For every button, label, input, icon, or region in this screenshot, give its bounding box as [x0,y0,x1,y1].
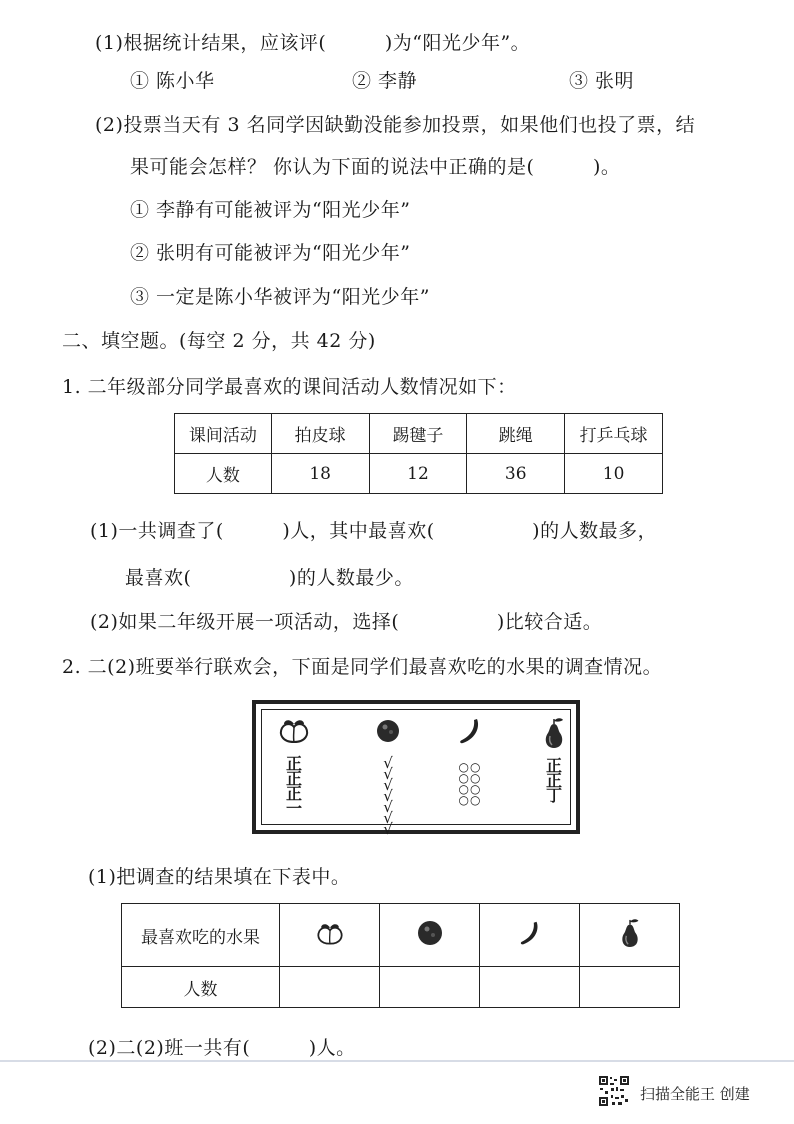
activity-header-jump-rope: 跳绳 [467,414,565,454]
banana-icon [516,918,544,948]
tally-mark: 正 [285,769,302,788]
activity-count-ping-pong: 10 [565,454,663,494]
pear-icon [539,716,569,750]
activity-header-label: 课间活动 [175,414,272,454]
q1-option-1: ① 陈小华 [130,70,215,92]
tally-column-peach [264,716,324,816]
qr-code-icon [598,1075,630,1107]
tally-mark: 正 [545,756,562,775]
q1-choice-2: ② 张明有可能被评为“阳光少年” [130,242,411,264]
tally-mark: 一 [285,799,302,818]
fruit-table-peach-cell [280,904,380,967]
tally-ticks: √√√√√√√ [383,754,393,838]
fruit-table-grape-cell [380,904,480,967]
activity-header-ping-pong: 打乒乓球 [565,414,663,454]
fruit-table-count-peach[interactable] [280,967,380,1008]
peach-icon [276,716,312,744]
activity-count-label: 人数 [175,454,272,494]
p2-sub1: (1)把调查的结果填在下表中。 [88,866,351,888]
p1-sub1-line1: (1)一共调查了( )人，其中最喜欢( )的人数最多， [90,520,658,542]
tally-mark: 丁 [545,786,562,805]
tally-circles: ○○ [458,793,482,807]
p1-sub2: (2)如果二年级开展一项活动，选择( )比较合适。 [90,611,603,633]
q1-sub2-line2: 果可能会怎样？ 你认为下面的说法中正确的是( )。 [130,156,621,178]
activity-count-shuttlecock: 12 [369,454,467,494]
p2-stem: 2. 二(2)班要举行联欢会，下面是同学们最喜欢吃的水果的调查情况。 [62,656,663,678]
p1-stem: 1. 二年级部分同学最喜欢的课间活动人数情况如下： [62,376,517,398]
q1-option-2: ② 李静 [352,70,418,92]
q1-choice-1: ① 李静有可能被评为“阳光少年” [130,199,411,221]
footer-brand-text: 扫描全能王 创建 [640,1085,750,1103]
fruit-table [121,903,680,1008]
activity-table [174,413,663,494]
q1-sub1: (1)根据统计结果，应该评( )为“阳光少年”。 [95,32,531,54]
tally-column-grape [358,716,418,838]
peach-icon [314,920,346,946]
fruit-table-pear-cell [580,904,680,967]
tally-circles: ○○ [458,771,482,785]
fruit-table-count-banana[interactable] [480,967,580,1008]
tally-mark: 正 [545,771,562,790]
grape-icon [416,919,444,947]
q1-choice-3: ③ 一定是陈小华被评为“阳光少年” [130,286,430,308]
banana-icon [455,716,485,746]
q1-sub2-line1: (2)投票当天有 3 名同学因缺勤没能参加投票，如果他们也投了票，结 [95,114,696,136]
tally-mark: 正 [285,784,302,803]
fruit-table-count-grape[interactable] [380,967,480,1008]
fruit-table-banana-cell [480,904,580,967]
section2-title: 二、填空题。(每空 2 分，共 42 分) [62,330,376,352]
tally-circles: ○○ [458,782,482,796]
fruit-table-count-label: 人数 [122,967,280,1008]
p2-sub2: (2)二(2)班一共有( )人。 [88,1037,356,1059]
footer-divider [0,1060,794,1062]
activity-header-shuttlecock: 踢毽子 [369,414,467,454]
p1-sub1-line2: 最喜欢( )的人数最少。 [125,567,414,589]
tally-mark: 正 [285,754,302,773]
tally-column-pear [524,716,584,803]
activity-count-jump-rope: 36 [467,454,565,494]
tally-board [252,700,580,838]
activity-header-pat-ball: 拍皮球 [271,414,369,454]
pear-icon [616,917,644,949]
activity-count-pat-ball: 18 [271,454,369,494]
tally-circles: ○○ [458,760,482,774]
grape-icon [374,716,402,744]
q1-option-3: ③ 张明 [569,70,635,92]
fruit-table-count-pear[interactable] [580,967,680,1008]
fruit-table-header-label: 最喜欢吃的水果 [122,904,280,967]
tally-column-banana [440,716,500,806]
